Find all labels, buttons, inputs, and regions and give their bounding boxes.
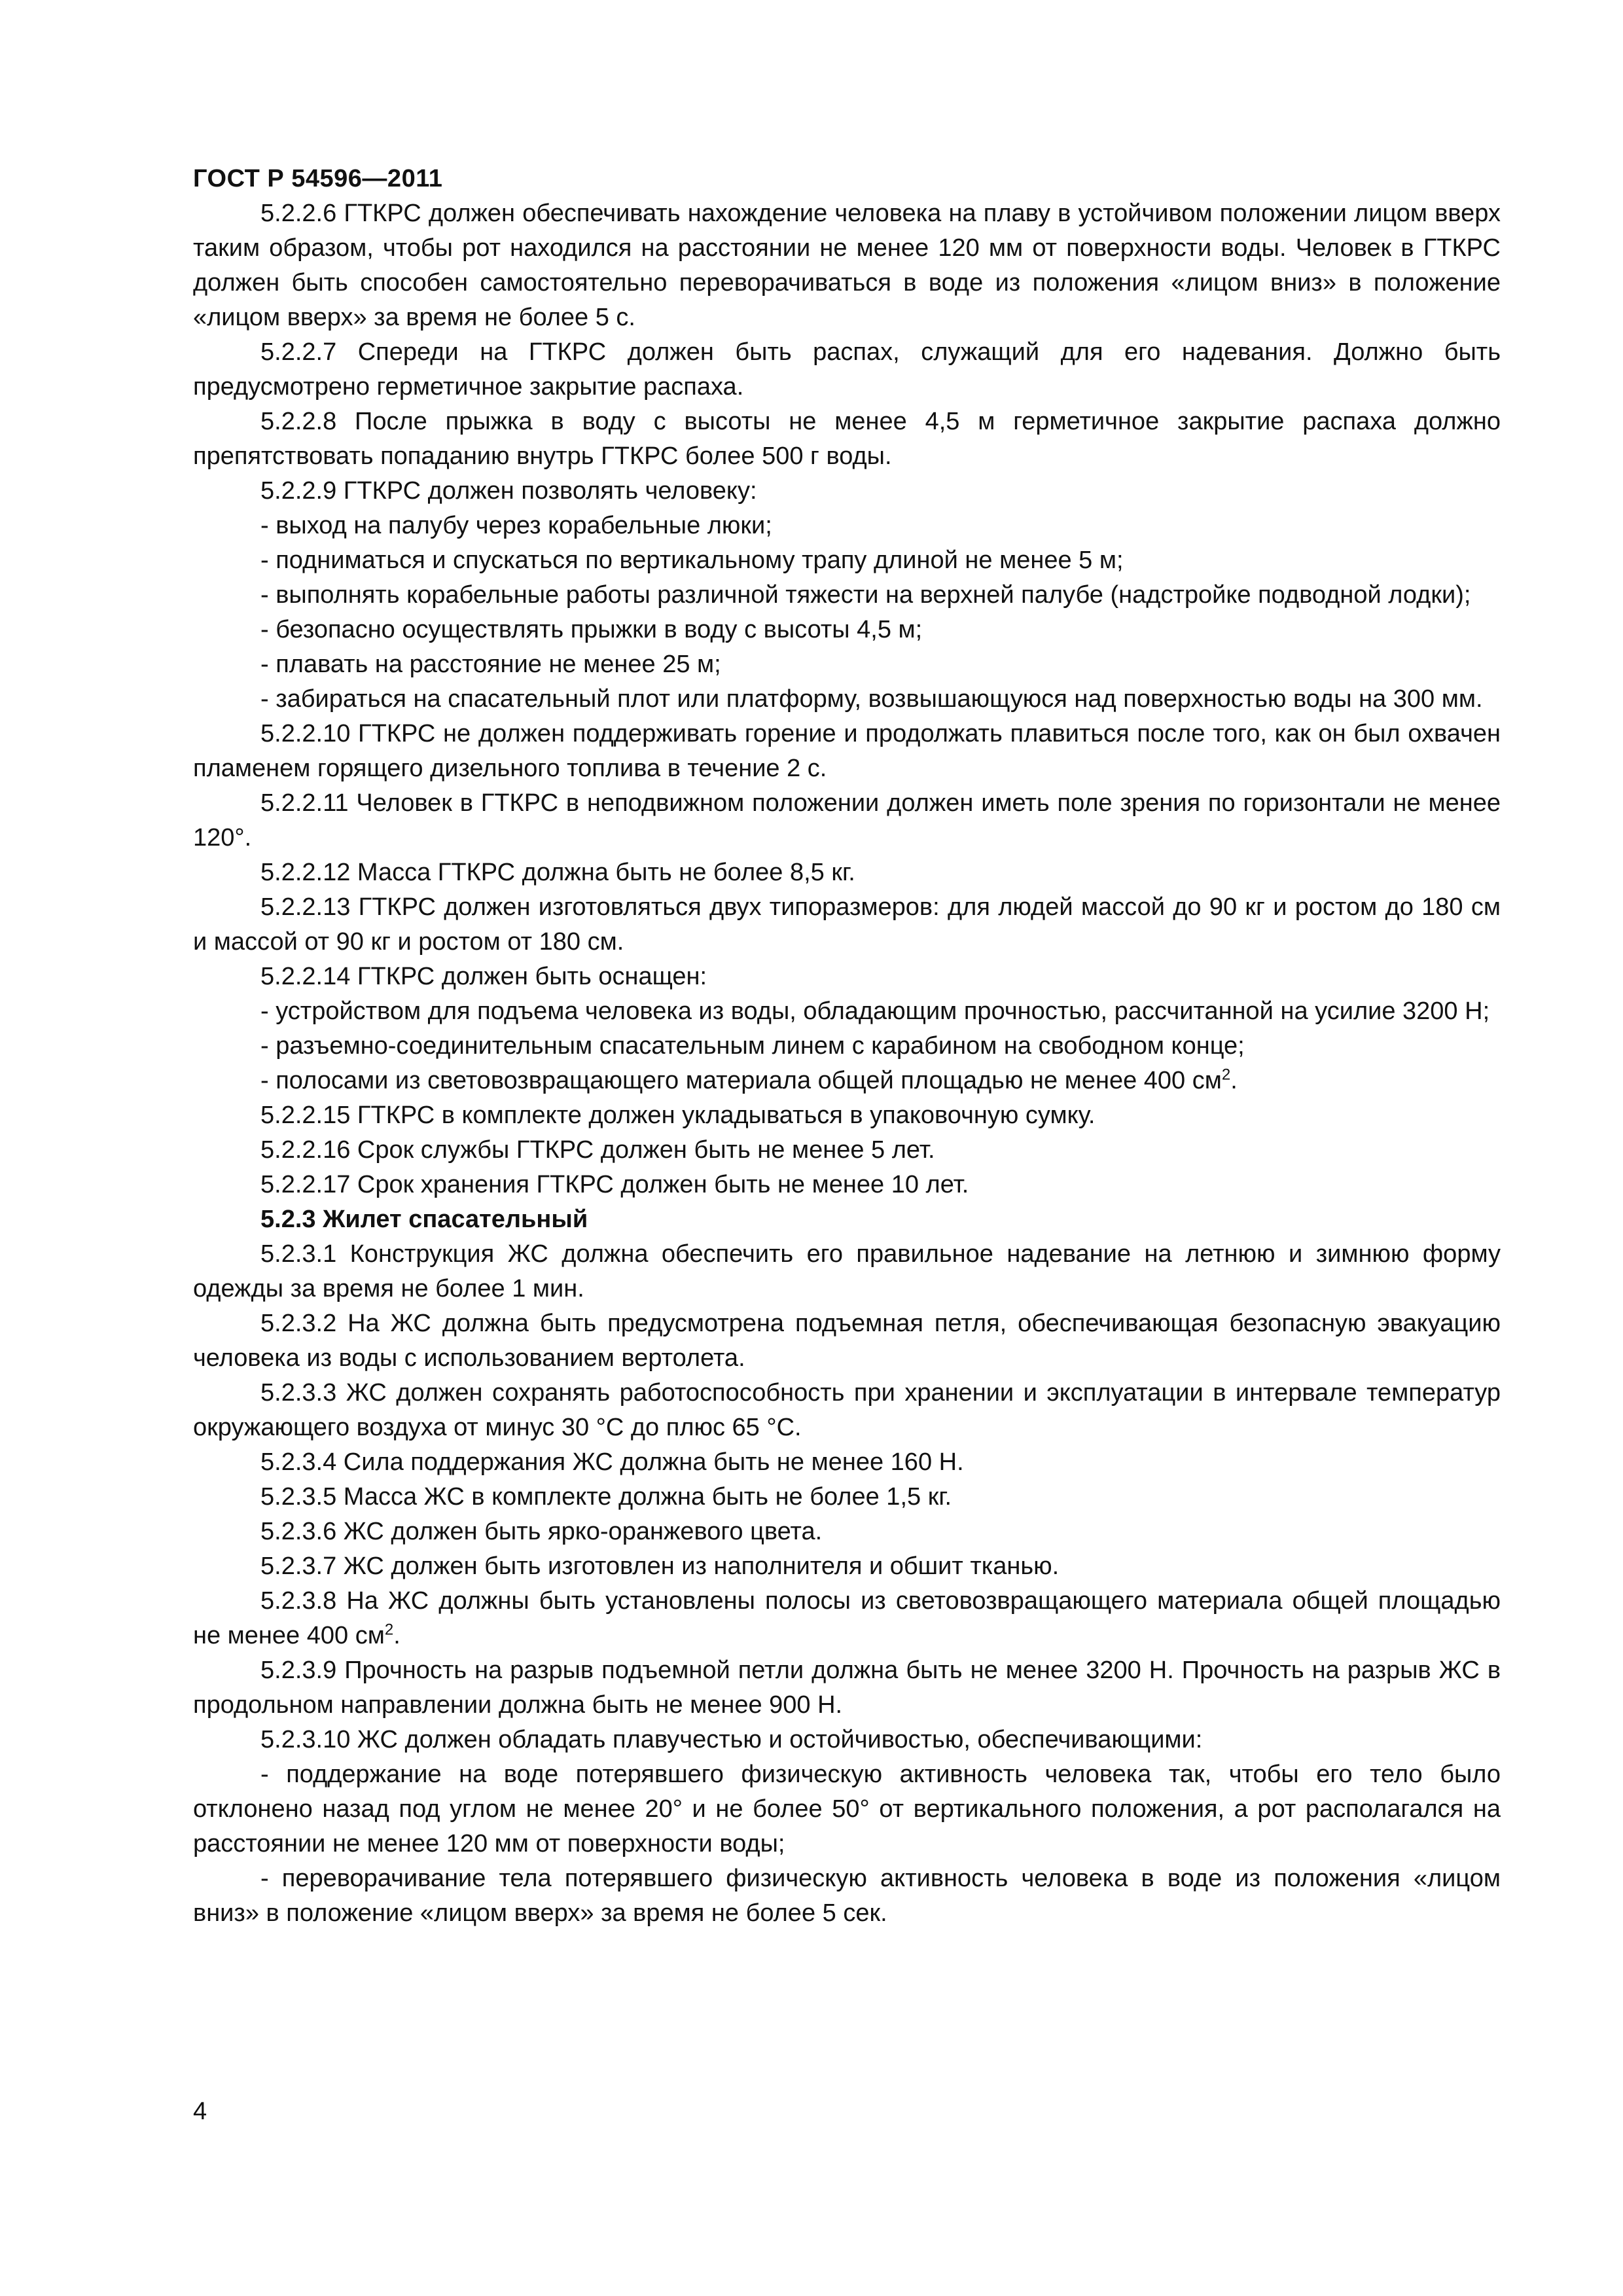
strips-end: . [1230, 1067, 1238, 1094]
p5238-end: . [393, 1622, 401, 1649]
paragraph: 5.2.2.7 Спереди на ГТКРС должен быть распах, служащий для его надевания. Должно быть предусмотрено герметичное закрытие распаха. [193, 338, 1501, 401]
paragraph: 5.2.2.9 ГТКРС должен позволять человеку: [260, 477, 757, 505]
list-item: - выход на палубу через корабельные люки; [260, 512, 772, 539]
list-item: - разъемно-соединительным спасательным линем с карабином на свободном конце; [260, 1032, 1245, 1060]
paragraph-5238 [193, 1584, 1501, 1653]
superscript: 2 [384, 1621, 394, 1639]
paragraph: 5.2.3.9 Прочность на разрыв подъемной петли должна быть не менее 3200 Н. Прочность на разрыв ЖС в продольном направлении должна быть не менее 900 Н. [193, 1657, 1501, 1719]
document-header: ГОСТ Р 54596—2011 [193, 165, 443, 192]
list-item: - забираться на спасательный плот или платформу, возвышающуюся над поверхностью воды на 300 мм. [260, 685, 1483, 713]
list-item-strips [193, 1064, 1501, 1098]
page-number: 4 [193, 2098, 207, 2125]
paragraph: 5.2.3.1 Конструкция ЖС должна обеспечить его правильное надевание на летнюю и зимнюю форму одежды за время не более 1 мин. [193, 1240, 1501, 1302]
paragraph: 5.2.3.7 ЖС должен быть изготовлен из наполнителя и обшит тканью. [260, 1552, 1060, 1580]
paragraph: 5.2.3.3 ЖС должен сохранять работоспособность при хранении и эксплуатации в интервале температур окружающего воздуха от минус 30 °С до плюс 65 °С. [193, 1379, 1501, 1441]
paragraph: 5.2.2.17 Срок хранения ГТКРС должен быть не менее 10 лет. [260, 1171, 969, 1198]
paragraph: 5.2.2.10 ГТКРС не должен поддерживать горение и продолжать плавиться после того, как он был охвачен пламенем горящего дизельного топлива в течение 2 с. [193, 720, 1501, 782]
paragraph: 5.2.3.4 Сила поддержания ЖС должна быть не менее 160 Н. [260, 1448, 964, 1476]
paragraph: 5.2.2.11 Человек в ГТКРС в неподвижном положении должен иметь поле зрения по горизонтали не менее 120°. [193, 789, 1501, 852]
paragraph: 5.2.2.14 ГТКРС должен быть оснащен: [260, 963, 707, 990]
list-item: - переворачивание тела потерявшего физическую активность человека в воде из положения «лицом вниз» в положение «лицом вверх» за время не более 5 сек. [193, 1865, 1501, 1927]
p5238-text: 5.2.3.8 На ЖС должны быть установлены полосы из световозвращающего материала общей площадью не менее 400 см [193, 1587, 1501, 1649]
paragraph: 5.2.3.6 ЖС должен быть ярко-оранжевого цвета. [260, 1518, 823, 1545]
paragraph: 5.2.3.5 Масса ЖС в комплекте должна быть не более 1,5 кг. [260, 1483, 952, 1511]
paragraph: 5.2.2.8 После прыжка в воду с высоты не менее 4,5 м герметичное закрытие распаха должно препятствовать попаданию внутрь ГТКРС более 500 г воды. [193, 408, 1501, 470]
paragraph: 5.2.2.16 Срок службы ГТКРС должен быть не менее 5 лет. [260, 1136, 935, 1164]
paragraph: 5.2.2.15 ГТКРС в комплекте должен укладываться в упаковочную сумку. [260, 1102, 1096, 1129]
list-item: - подниматься и спускаться по вертикальному трапу длиной не менее 5 м; [260, 547, 1124, 574]
paragraph: 5.2.3.2 На ЖС должна быть предусмотрена подъемная петля, обеспечивающая безопасную эвакуацию человека из воды с использованием вертолета. [193, 1310, 1501, 1372]
superscript: 2 [1221, 1066, 1231, 1084]
list-item: - безопасно осуществлять прыжки в воду с высоты 4,5 м; [260, 616, 923, 643]
list-item: - поддержание на воде потерявшего физическую активность человека так, чтобы его тело было отклонено назад под углом не менее 20° и не более 50° от вертикального положения, а рот располагался на расстоянии не менее 120 мм от поверхности воды; [193, 1761, 1501, 1857]
paragraph: 5.2.2.13 ГТКРС должен изготовляться двух типоразмеров: для людей массой до 90 кг и ростом до 180 см и массой от 90 кг и ростом от 180 см. [193, 893, 1501, 956]
document-body [193, 196, 1501, 1931]
paragraph: 5.2.2.6 ГТКРС должен обеспечивать нахождение человека на плаву в устойчивом положении лицом вверх таким образом, чтобы рот находился на расстоянии не менее 120 мм от поверхности воды. Человек в ГТКРС должен быть способен самостоятельно переворачиваться в воде из положения «лицом вниз» в положение «лицом вверх» за время не более 5 с. [193, 200, 1501, 331]
paragraph: 5.2.3.10 ЖС должен обладать плавучестью и остойчивостью, обеспечивающими: [260, 1726, 1203, 1753]
strips-text: - полосами из световозвращающего материала общей площадью не менее 400 см [260, 1067, 1222, 1094]
list-item: - выполнять корабельные работы различной тяжести на верхней палубе (надстройке подводной лодки); [260, 581, 1471, 609]
list-item: - плавать на расстояние не менее 25 м; [260, 651, 721, 678]
paragraph: 5.2.2.12 Масса ГТКРС должна быть не более 8,5 кг. [260, 859, 855, 886]
list-item: - устройством для подъема человека из воды, обладающим прочностью, рассчитанной на усилие 3200 Н; [260, 997, 1490, 1025]
section-heading: 5.2.3 Жилет спасательный [260, 1206, 588, 1233]
